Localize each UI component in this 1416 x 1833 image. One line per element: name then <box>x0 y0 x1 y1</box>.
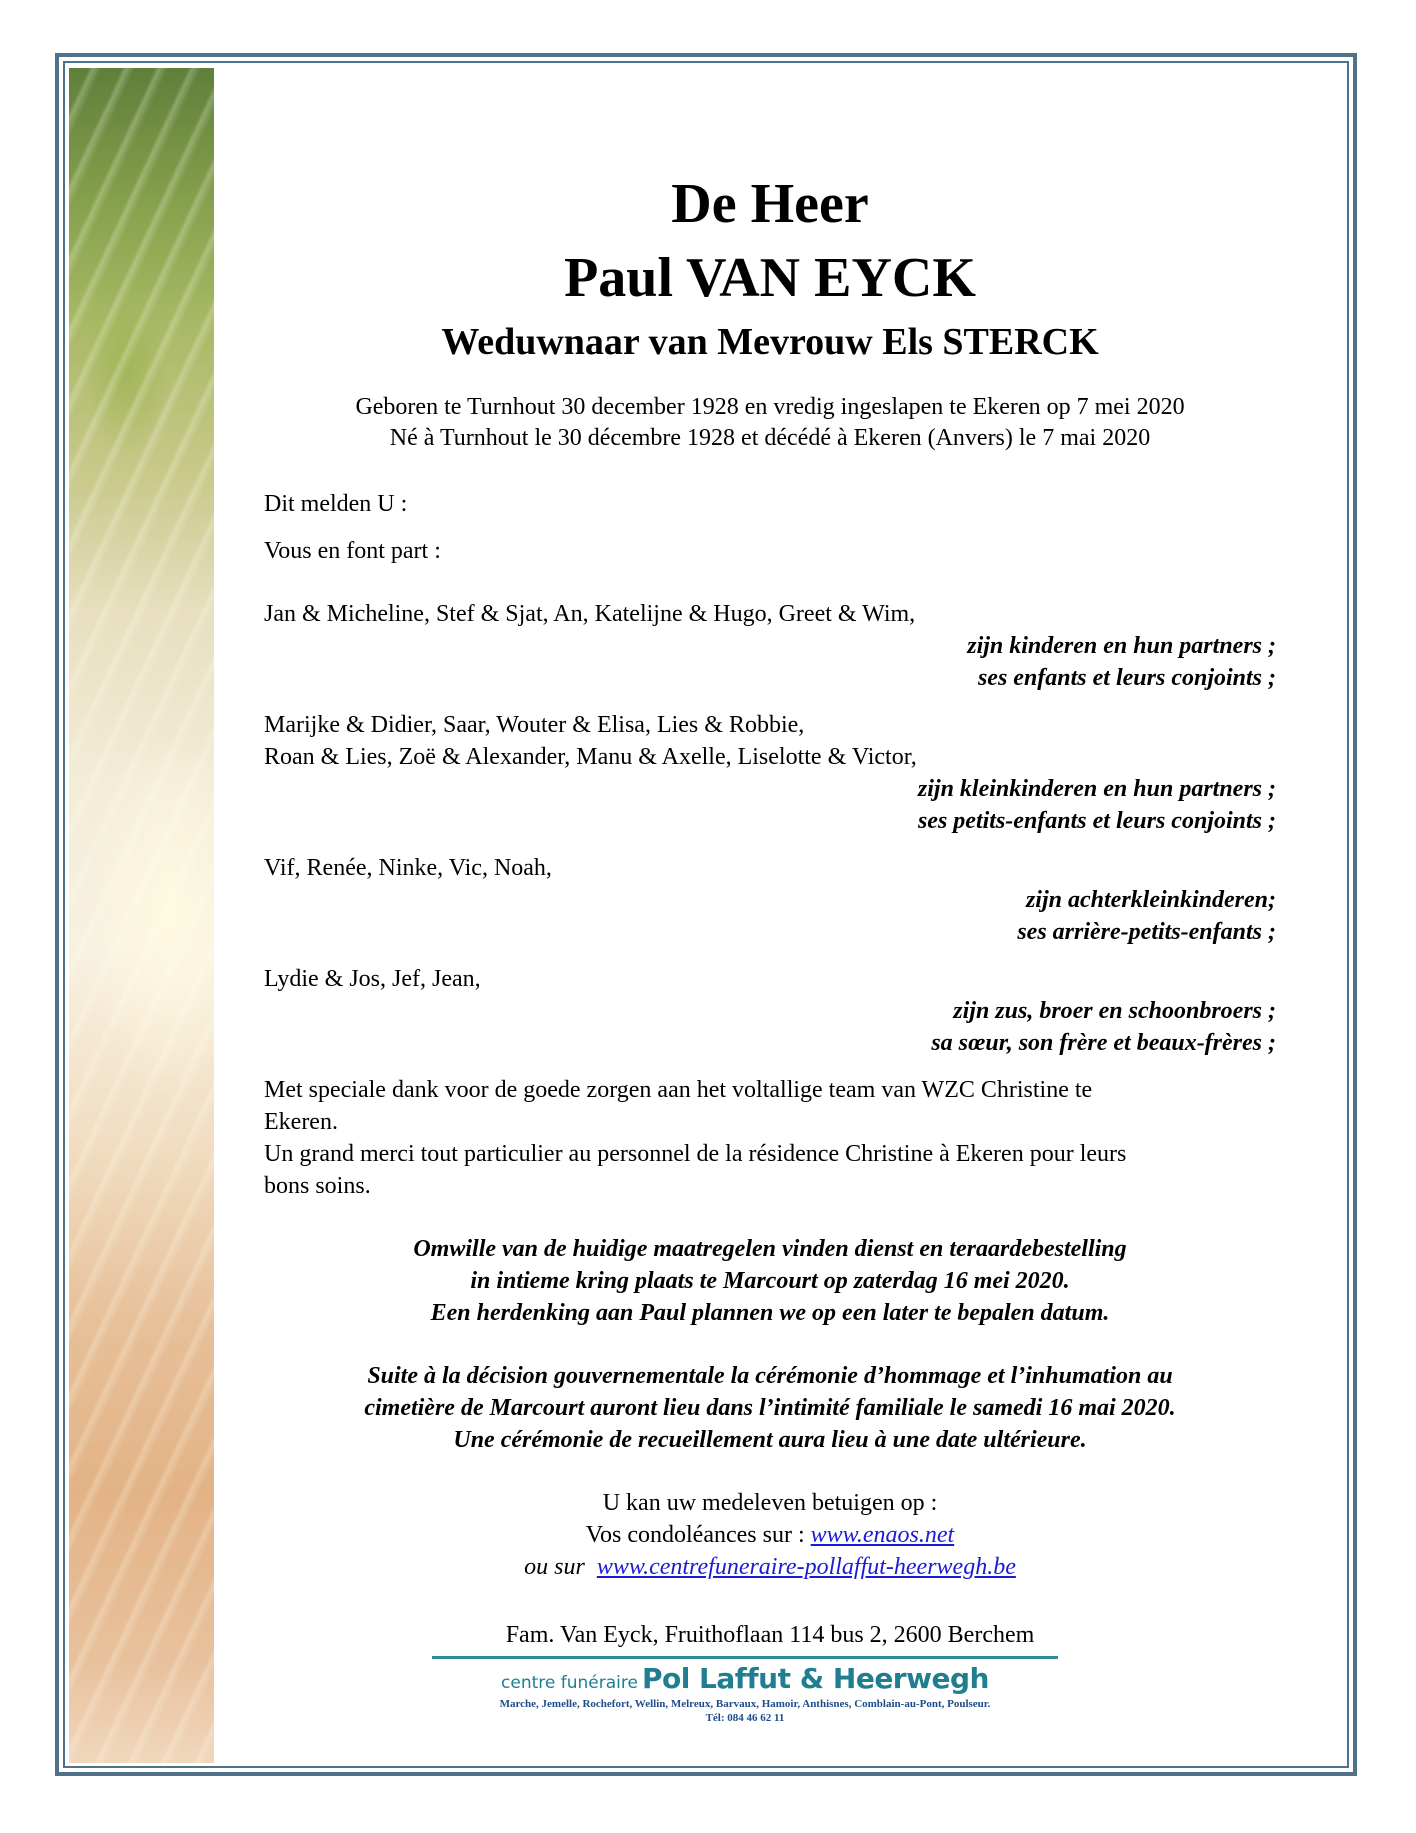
thanks-nl-line2: Ekeren. <box>264 1109 338 1135</box>
condolences-fr-prefix: Vos condoléances sur : <box>585 1522 811 1548</box>
relation-nl: zijn achterkleinkinderen; <box>1025 887 1276 913</box>
notice-line: Une cérémonie de recueillement aura lieu à une date ultérieure. <box>453 1427 1087 1453</box>
family-names: Roan & Lies, Zoë & Alexander, Manu & Axelle, Liselotte & Victor, <box>264 744 917 770</box>
relation-nl: zijn kleinkinderen en hun partners ; <box>917 776 1276 802</box>
birth-death-nl: Geboren te Turnhout 30 december 1928 en vredig ingeslapen te Ekeren op 7 mei 2020 <box>355 394 1185 420</box>
relation-fr: ses enfants et leurs conjoints ; <box>977 665 1276 691</box>
intro-nl: Dit melden U : <box>264 491 408 517</box>
logo-label-big: Pol Laffut & Heerwegh <box>641 1662 989 1695</box>
divider-line <box>432 1656 1058 1659</box>
family-names: Lydie & Jos, Jef, Jean, <box>264 966 481 992</box>
condolences-block <box>264 1487 1276 1583</box>
ceremony-notice-fr <box>264 1360 1276 1456</box>
relation-fr: ses petits-enfants et leurs conjoints ; <box>917 808 1276 834</box>
condolences-or-prefix: ou sur <box>524 1554 585 1580</box>
family-group-great-grandchildren <box>264 852 1276 948</box>
relation-fr: ses arrière-petits-enfants ; <box>1017 919 1276 945</box>
forest-path-image <box>69 68 214 1763</box>
intro-fr: Vous en font part : <box>264 538 441 564</box>
enaos-link[interactable]: www.enaos.net <box>810 1522 955 1548</box>
funeral-home-link[interactable]: www.centrefuneraire-pollaffut-heerwegh.be <box>596 1554 1016 1580</box>
notice-line: cimetière de Marcourt auront lieu dans l’intimité familiale le samedi 16 mai 2020. <box>364 1395 1176 1421</box>
thanks-fr-line1: Un grand merci tout particulier au personnel de la résidence Christine à Ekeren pour leurs <box>264 1141 1127 1167</box>
notice-line: Een herdenking aan Paul plannen we op een later te bepalen datum. <box>430 1300 1110 1326</box>
birth-death-fr: Né à Turnhout le 30 décembre 1928 et décédé à Ekeren (Anvers) le 7 mai 2020 <box>389 425 1151 451</box>
condolences-fr-line <box>264 1519 1276 1551</box>
honorific: De Heer <box>671 173 869 235</box>
notice-line: Omwille van de huidige maatregelen vinden dienst en teraardebestelling <box>413 1236 1127 1262</box>
widower-of: Weduwnaar van Mevrouw Els STERCK <box>441 321 1099 363</box>
logo-phone: Tél: 084 46 62 11 <box>705 1712 785 1724</box>
funeral-home-logo <box>430 1662 1060 1725</box>
relation-nl: zijn kinderen en hun partners ; <box>967 633 1276 659</box>
birth-death-info <box>264 392 1276 454</box>
family-names: Vif, Renée, Ninke, Vic, Noah, <box>264 855 552 881</box>
condolences-nl: U kan uw medeleven betuigen op : <box>602 1490 938 1516</box>
thanks-nl-line1: Met speciale dank voor de goede zorgen aan het voltallige team van WZC Christine te <box>264 1077 1093 1103</box>
notice-line: in intieme kring plaats te Marcourt op zaterdag 16 mei 2020. <box>470 1268 1070 1294</box>
family-names: Jan & Micheline, Stef & Sjat, An, Katelijne & Hugo, Greet & Wim, <box>264 601 916 627</box>
logo-places: Marche, Jemelle, Rochefort, Wellin, Melreux, Barvaux, Hamoir, Anthisnes, Comblain-au-Pont, Poulseur. <box>499 1698 991 1710</box>
ceremony-notice-nl <box>264 1233 1276 1329</box>
logo-label-small: centre funéraire <box>501 1673 638 1693</box>
family-address: Fam. Van Eyck, Fruithoflaan 114 bus 2, 2600 Berchem <box>505 1622 1035 1648</box>
deceased-name: Paul VAN EYCK <box>564 247 976 309</box>
thanks-fr-line2: bons soins. <box>264 1173 371 1199</box>
relation-nl: zijn zus, broer en schoonbroers ; <box>953 998 1276 1024</box>
relation-fr: sa sœur, son frère et beaux-frères ; <box>931 1030 1276 1056</box>
condolences-or-line <box>264 1551 1276 1583</box>
family-names: Marijke & Didier, Saar, Wouter & Elisa, Lies & Robbie, <box>264 712 805 738</box>
family-group-children <box>264 598 1276 694</box>
thanks-paragraph <box>264 1074 1276 1202</box>
family-group-siblings <box>264 963 1276 1059</box>
family-group-grandchildren <box>264 709 1276 837</box>
logo-title <box>430 1662 1060 1695</box>
notice-line: Suite à la décision gouvernementale la cérémonie d’hommage et l’inhumation au <box>367 1363 1173 1389</box>
